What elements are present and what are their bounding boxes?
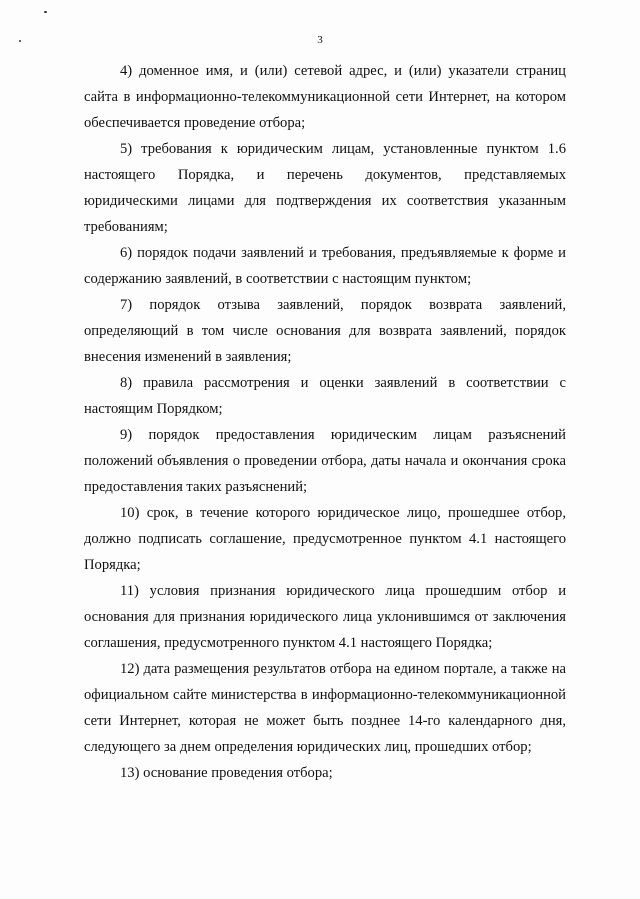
list-item-13: 13) основание проведения отбора; (120, 765, 333, 781)
list-item-4: 4) доменное имя, и (или) сетевой адрес, и (или) указатели страниц сайта в информационно-телекоммуникационной сети Интернет, на котором обеспечивается проведение отбора; (84, 63, 566, 131)
list-item-5: 5) требования к юридическим лицам, установленные пунктом 1.6 настоящего Порядка, и перечень документов, представляемых юридическими лицами для подтверждения их соответствия указанным требованиям; (84, 141, 566, 235)
document-body (84, 58, 566, 786)
list-item-7: 7) порядок отзыва заявлений, порядок возврата заявлений, определяющий в том числе основания для возврата заявлений, порядок внесения изменений в заявления; (84, 297, 566, 365)
page-number: 3 (317, 34, 323, 46)
list-item-6: 6) порядок подачи заявлений и требования, предъявляемые к форме и содержанию заявлений, в соответствии с настоящим пунктом; (84, 245, 566, 287)
scan-artifact-dot (44, 11, 47, 13)
list-item-10: 10) срок, в течение которого юридическое лицо, прошедшее отбор, должно подписать соглашение, предусмотренное пунктом 4.1 настоящего Порядка; (84, 505, 566, 573)
list-item-11: 11) условия признания юридического лица прошедшим отбор и основания для признания юридического лица уклонившимся от заключения соглашения, предусмотренного пунктом 4.1 настоящего Порядка; (84, 583, 566, 651)
list-item-12: 12) дата размещения результатов отбора на едином портале, а также на официальном сайте министерства в информационно-телекоммуникационной сети Интернет, которая не может быть позднее 14-го календарного дня, следующего за днем определения юридических лиц, прошедших отбор; (84, 661, 566, 755)
list-item-8: 8) правила рассмотрения и оценки заявлений в соответствии с настоящим Порядком; (84, 375, 566, 417)
list-item-9: 9) порядок предоставления юридическим лицам разъяснений положений объявления о проведении отбора, даты начала и окончания срока предоставления таких разъяснений; (84, 427, 566, 495)
